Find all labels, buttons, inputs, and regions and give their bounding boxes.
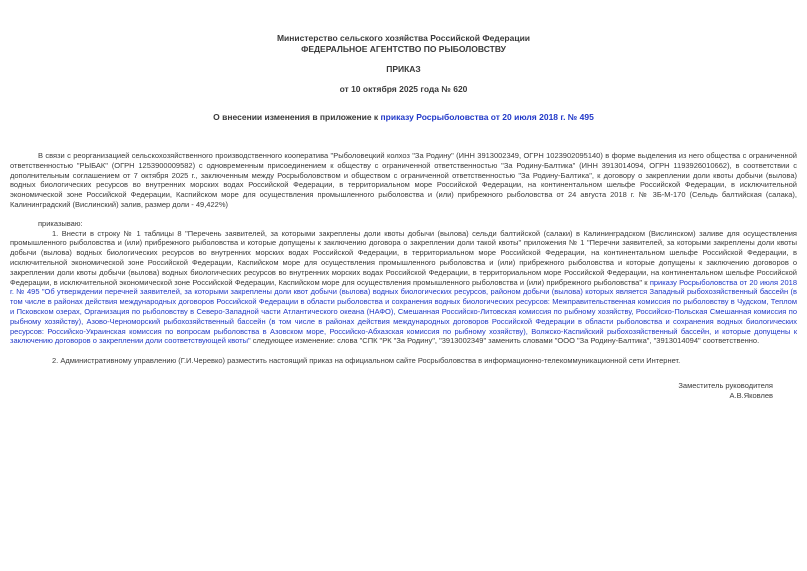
item-1-text-before: 1. Внести в строку № 1 таблицы 8 "Перечень заявителей, за которыми закреплены доли квоты добычи (вылова) сельди балтийской (салаки) в Калининградском (Вислинском) заливе для осуществления промышленного рыболовства и (или) прибрежного рыболовства и которые допущены к заключению договора о закреплении доли такой квоты" приложения № 1 "Перечни заявителей, за которыми закреплены доли квоты добычи (вылова) водных биологических ресурсов во внутренних морских водах Российской Федерации, в территориальном море Российской Федерации, на континентальном шельфе Российской Федерации, в исключительной экономической зоне Российской Федерации, Каспийском море для осуществления промышленного рыболовства и (или) прибрежного рыболовства и которые допущены к заключению договоров о закреплении доли квоты добычи (вылова) водных биологических ресурсов во внутренних морских водах Российской Федерации, в территориальном море Российской Федерации, на континентальном шельфе Российской Федерации, в исключительной экономической зоне Российской Федерации, Каспийском море для осуществления промышленного рыболовства и (или) прибрежного рыболовства" к bbox=[10, 228, 797, 287]
doc-type: ПРИКАЗ bbox=[386, 64, 421, 74]
doc-title bbox=[10, 112, 797, 123]
doc-date-number: от 10 октября 2025 года № 620 bbox=[339, 84, 468, 94]
ministry-name: Министерство сельского хозяйства Российской Федерации bbox=[276, 33, 531, 43]
order-495-link[interactable]: приказу Росрыболовства от 20 июля 2018 г. № 495 "Об утверждении перечней заявителей, за которыми закреплены доли квот добычи (вылова) водных биологических ресурсов, районом добычи (вылова) которых является Западный рыбохозяйственный бассейн (в том числе в районах действия международных договоров Российской Федерации в области рыболовства и сохранения водных биологических ресурсов: Межправительственная комиссия по рыболовству в Чудском, Теплом и Псковском озерах, Организация по рыболовству в Северо-Западной части Атлантического океана (НАФО), Смешанная Российско-Литовская комиссия по рыбному хозяйству, Российско-Польская Смешанная комиссия по рыбному хозяйству), Азово-Черноморский рыбохозяйственный бассейн (в том числе в районах действия международных договоров Российской Федерации в области рыболовства и сохранения водных биологических ресурсов: Российско-Украинская комиссия по вопросам рыболовства в Азовском море, Российско-Абхазская комиссия по рыбному хозяйству), Волжско-Каспийский рыбохозяйственный бассейн, и которые допущены к заключению договоров о закреплении доли соответствующей квоты" bbox=[10, 277, 797, 346]
signature-position: Заместитель руководителя bbox=[678, 380, 773, 390]
doc-title-order-link[interactable]: приказу Росрыболовства от 20 июля 2018 г. № 495 bbox=[380, 112, 594, 122]
document-body bbox=[10, 151, 797, 366]
agency-name: ФЕДЕРАЛЬНОЕ АГЕНТСТВО ПО РЫБОЛОВСТВУ bbox=[301, 44, 506, 54]
intro-paragraph: В связи с реорганизацией сельскохозяйственного производственного кооператива "Рыболовецкий колхоз "За Родину" (ИНН 3913002349, ОГРН 1023902095140) в форме выделения из него общества с ограниченной ответственностью "РЫБАК" (ОГРН 1253900009582) с одновременным присоединением к обществу с ограниченной ответственностью "За Родину-Балтика" (ИНН 3913014094, ОГРН 1193926010662), в соответствии с дополнительным соглашением от 7 октября 2025 г., заключенным между Росрыболовством и обществом с ограниченной ответственностью "За Родину-Балтика", к договору о закреплении доли квоты добычи (вылова) водных биологических ресурсов во внутренних морских водах Российской Федерации, в территориальном море Российской Федерации, на континентальном шельфе Российской Федерации, в исключительной экономической зоне Российской Федерации, Каспийском море для осуществления промышленного рыболовства и (или) прибрежного рыболовства от 24 августа 2018 г. № 3Б-М-170 (Сельдь балтийская (салака), Калининградский (Вислинский) залив, размер доли - 49,422%) bbox=[10, 151, 797, 209]
document-header bbox=[10, 33, 797, 95]
item-2-paragraph: 2. Административному управлению (Г.И.Черевко) разместить настоящий приказ на официальном сайте Росрыболовства в информационно-телекоммуникационной сети Интернет. bbox=[52, 356, 681, 366]
item-1-paragraph bbox=[10, 229, 797, 347]
signature-name: А.В.Яковлев bbox=[729, 390, 773, 400]
signature-block bbox=[10, 381, 797, 401]
doc-title-text: О внесении изменения в приложение к bbox=[213, 112, 381, 122]
resolve-word: приказываю: bbox=[38, 218, 83, 228]
item-1-text-after: следующее изменение: слова "СПК "РК "За Родину", "3913002349" заменить словами "ООО "За Родину-Балтика", "3913014094" соответственно. bbox=[250, 336, 760, 346]
